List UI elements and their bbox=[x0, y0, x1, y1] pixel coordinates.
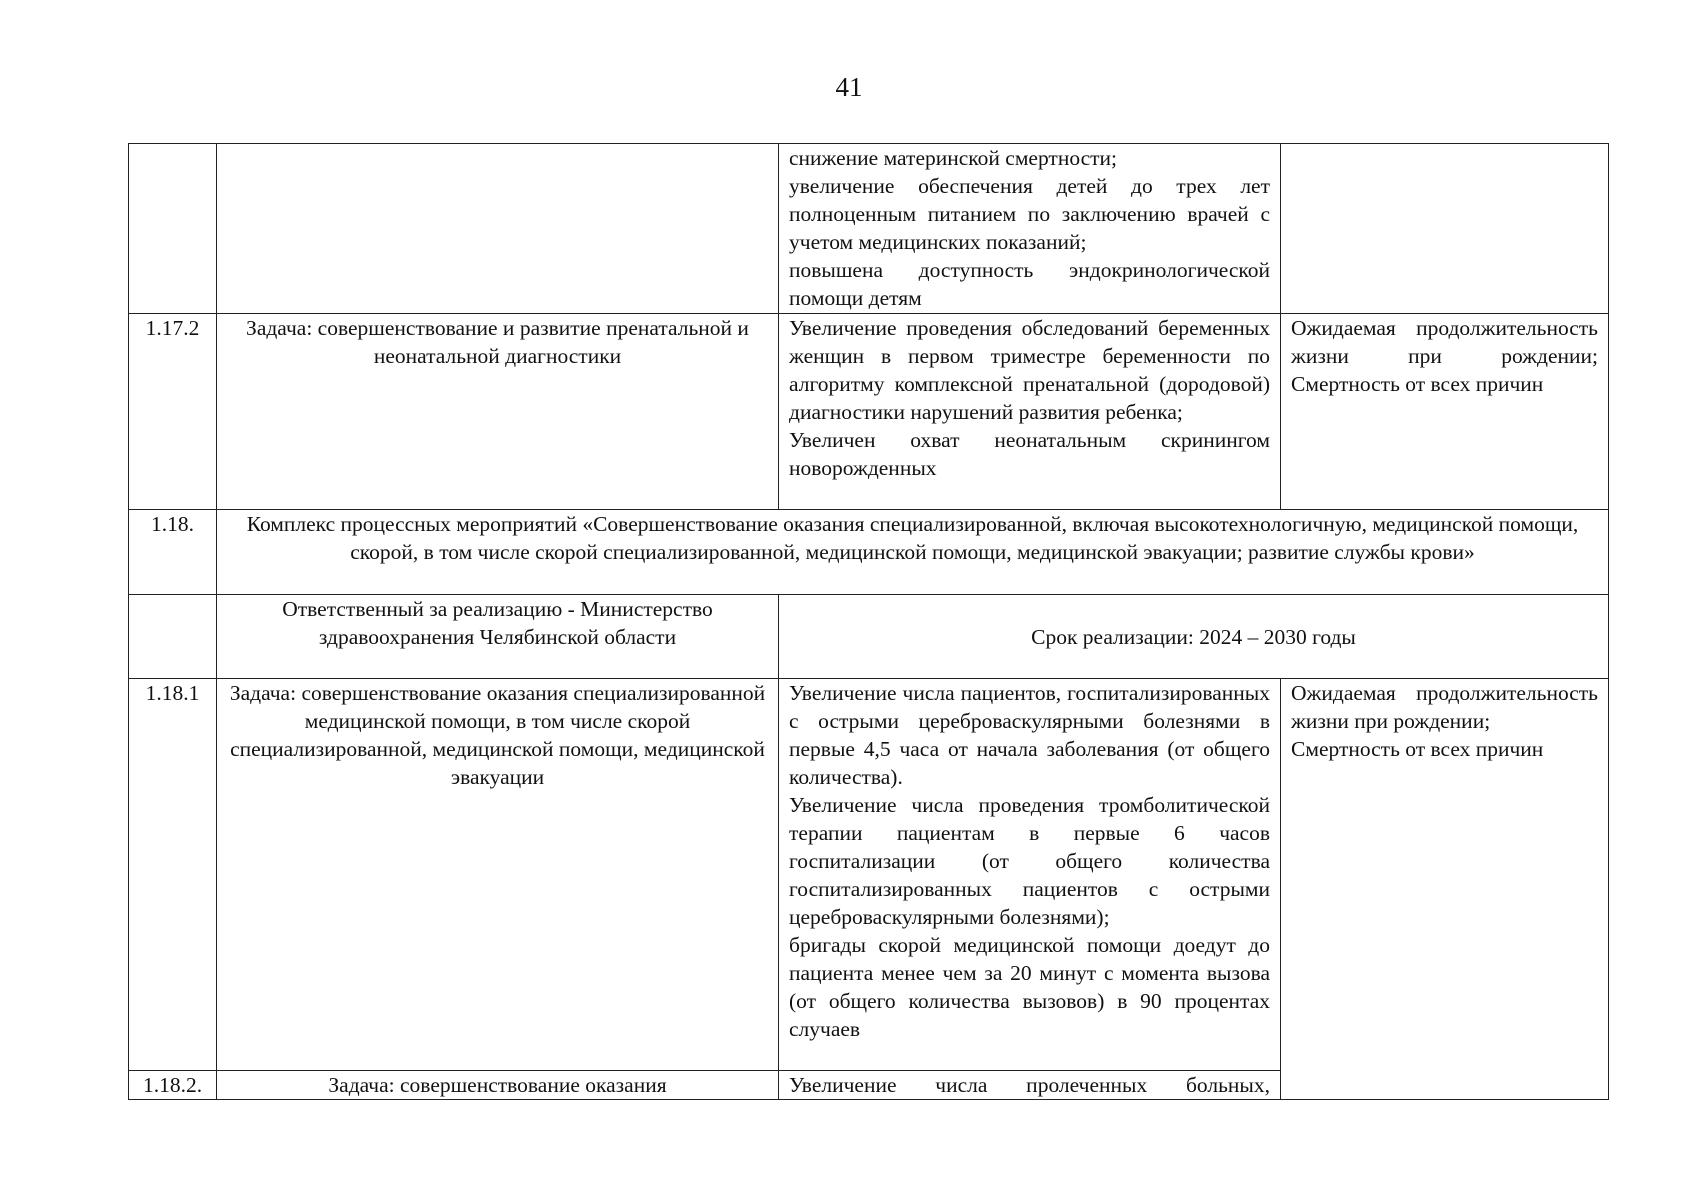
task-text: Задача: совершенствование оказания специализированной медицинской помощи, в том числе скорой специализированной, медицинской помощи, медицинской эвакуации bbox=[229, 681, 766, 789]
row-number: 1.18.2. bbox=[129, 1071, 217, 1100]
result-cell bbox=[779, 314, 1281, 510]
page-number: 41 bbox=[835, 72, 863, 102]
task-cell bbox=[217, 314, 779, 510]
program-table bbox=[128, 143, 1609, 1100]
indicator-cell bbox=[1281, 679, 1609, 1100]
responsible-cell: Ответственный за реализацию - Министерство здравоохранения Челябинской области bbox=[217, 595, 779, 679]
table-row bbox=[129, 510, 1609, 595]
result-line: повышена доступность эндокринологической помощи детям bbox=[789, 258, 1270, 310]
row-number: 1.18. bbox=[129, 510, 217, 595]
term-cell: Срок реализации: 2024 – 2030 годы bbox=[779, 595, 1609, 679]
task-cell bbox=[217, 679, 779, 1071]
result-line: Увеличение числа пролеченных больных, bbox=[789, 1073, 1270, 1097]
result-line: Увеличен охват неонатальным скринингом новорожденных bbox=[789, 428, 1270, 480]
indicator-line: Смертность от всех причин bbox=[1291, 737, 1544, 761]
result-cell bbox=[779, 1071, 1281, 1100]
result-line: Увеличение проведения обследований беременных женщин в первом триместре беременности по алгоритму комплексной пренатальной (дородовой) диагностики нарушений развития ребенка; bbox=[789, 316, 1270, 424]
indicator-cell bbox=[1281, 314, 1609, 510]
row-number: 1.18.1 bbox=[129, 679, 217, 1071]
task-cell: Задача: совершенствование оказания bbox=[217, 1071, 779, 1100]
result-line: бригады скорой медицинской помощи доедут до пациента менее чем за 20 минут с момента вызова (от общего количества вызовов) в 90 процентах случаев bbox=[789, 933, 1270, 1041]
result-line: Увеличение числа пациентов, госпитализированных с острыми цереброваскулярными болезнями в первые 4,5 часа от начала заболевания (от общего количества). bbox=[789, 681, 1270, 789]
table-row bbox=[129, 144, 1609, 314]
result-line: снижение материнской смертности; bbox=[789, 146, 1118, 170]
task-cell bbox=[217, 144, 779, 314]
task-text: Задача: совершенствование и развитие пренатальной и неонатальной диагностики bbox=[246, 316, 749, 368]
indicator-cell bbox=[1281, 144, 1609, 314]
complex-title: Комплекс процессных мероприятий «Совершенствование оказания специализированной, включая высокотехнологичную, медицинской помощи, скорой, в том числе скорой специализированной, медицинской помощи, медицинской эвакуации; развитие службы крови» bbox=[217, 510, 1609, 595]
indicator-text: Ожидаемая продолжительность жизни при рождении; Смертность от всех причин bbox=[1291, 316, 1598, 396]
row-number bbox=[129, 144, 217, 314]
table-row bbox=[129, 314, 1609, 510]
result-line: Увеличение числа проведения тромболитической терапии пациентам в первые 6 часов госпитализации (от общего количества госпитализированных пациентов с острыми цереброваскулярными болезнями); bbox=[789, 793, 1270, 929]
table-row bbox=[129, 679, 1609, 1071]
row-number bbox=[129, 595, 217, 679]
result-cell bbox=[779, 679, 1281, 1071]
row-number: 1.17.2 bbox=[129, 314, 217, 510]
indicator-line: Ожидаемая продолжительность жизни при рождении; bbox=[1291, 681, 1598, 733]
result-line: увеличение обеспечения детей до трех лет полноценным питанием по заключению врачей с учетом медицинских показаний; bbox=[789, 174, 1270, 254]
table-row bbox=[129, 595, 1609, 679]
result-cell bbox=[779, 144, 1281, 314]
